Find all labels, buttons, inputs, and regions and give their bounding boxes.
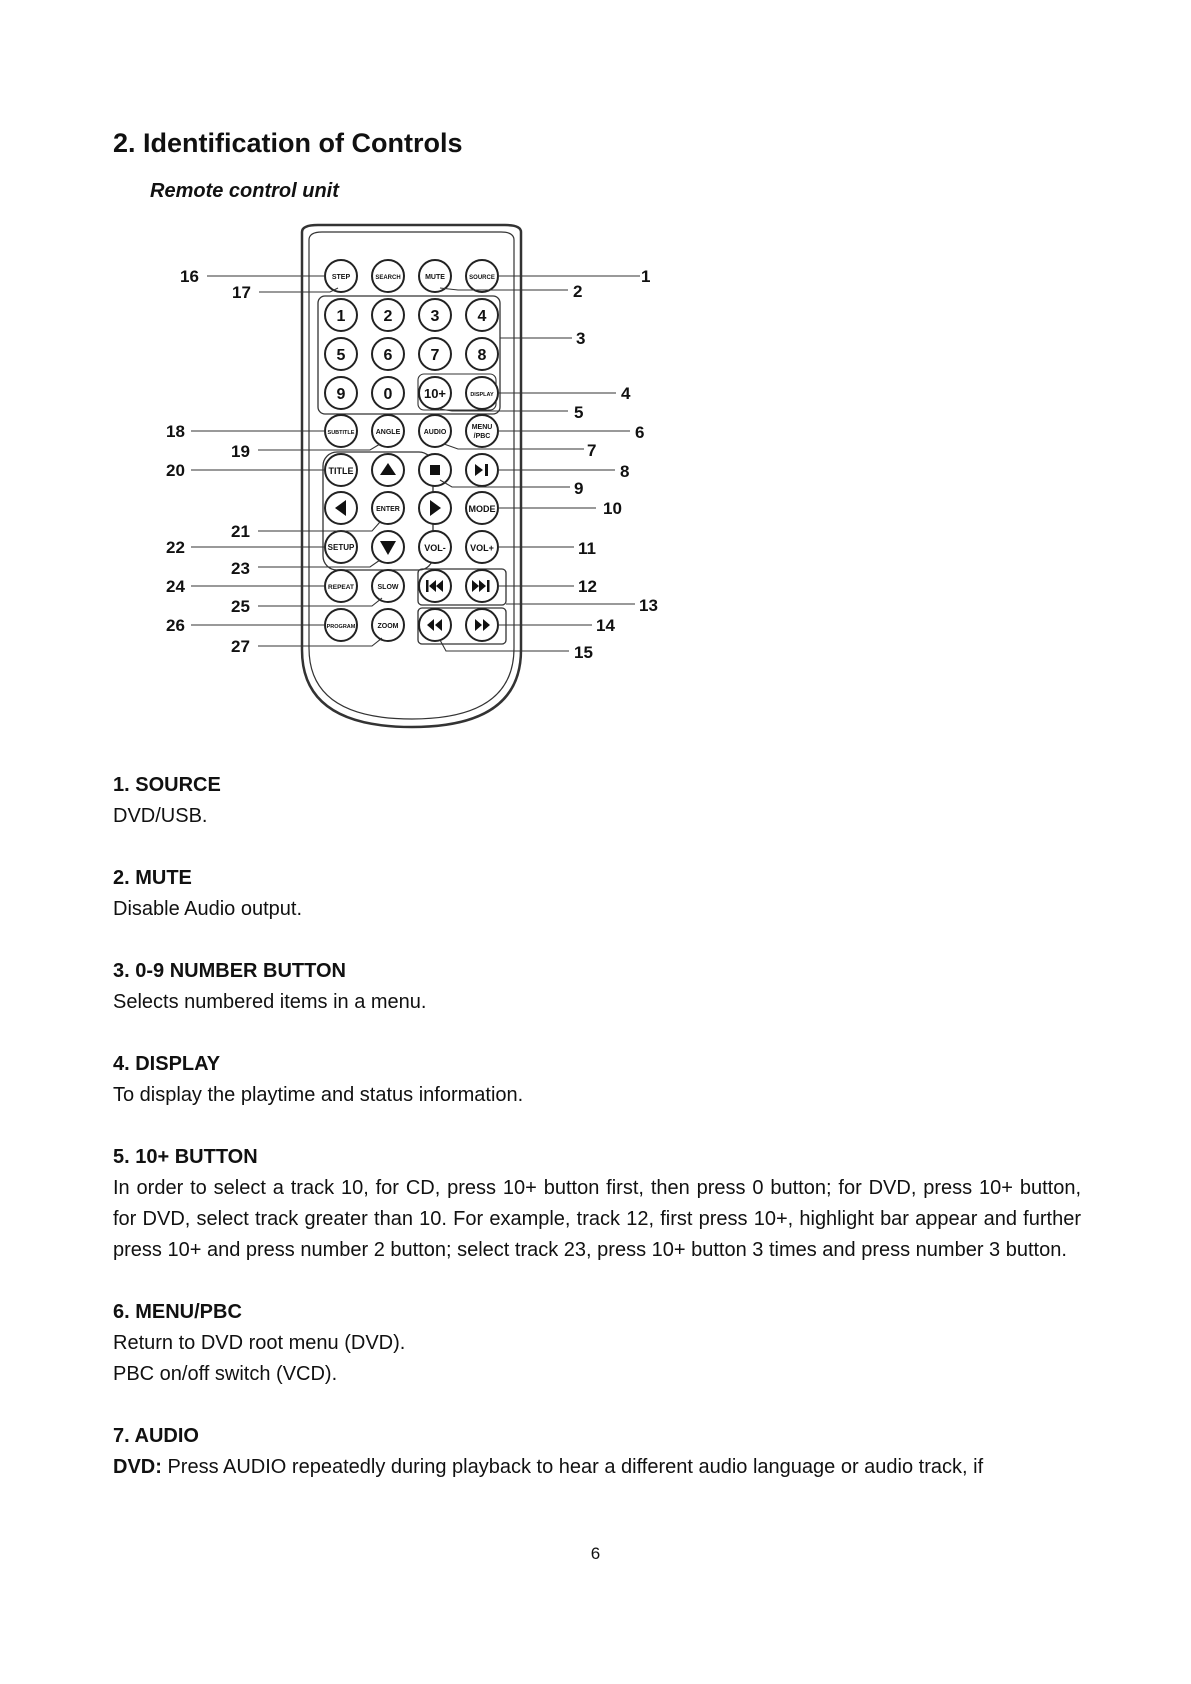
section-lead-text: Press AUDIO repeatedly during playback to hear a different audio language or audio track, if	[161, 1456, 984, 1478]
ten-plus-label: 10+	[423, 386, 447, 401]
section-lead: DVD:	[113, 1456, 162, 1478]
callout-13: 13	[639, 596, 658, 615]
vol-minus-label: VOL-	[424, 543, 446, 553]
section-mute	[113, 863, 1081, 925]
section-title: 6. MENU/PBC	[113, 1301, 242, 1323]
callout-11: 11	[578, 539, 596, 558]
section-text: To display the playtime and status information.	[113, 1084, 524, 1106]
section-number-button	[113, 956, 1081, 1018]
stop-icon	[430, 465, 440, 475]
callout-23: 23	[231, 559, 250, 578]
page-subheading: Remote control unit	[150, 180, 339, 202]
callout-20: 20	[166, 461, 185, 480]
callout-21: 21	[231, 522, 250, 541]
callout-1: 1	[641, 267, 651, 286]
callout-6: 6	[635, 423, 645, 442]
remote-control-diagram	[0, 0, 1191, 760]
menu-pbc-button[interactable]	[466, 415, 498, 447]
slow-label: SLOW	[377, 584, 399, 591]
section-title: 1. SOURCE	[113, 774, 221, 796]
section-title: 3. 0-9 NUMBER BUTTON	[113, 960, 346, 982]
section-text: PBC on/off switch (VCD).	[113, 1363, 338, 1385]
menu-label: MENU	[471, 424, 493, 431]
repeat-label: REPEAT	[328, 584, 354, 591]
section-source	[113, 770, 1081, 832]
section-ten-plus	[113, 1142, 1081, 1266]
number-2-label: 2	[383, 308, 393, 325]
section-audio	[113, 1421, 1081, 1483]
callout-5: 5	[574, 403, 584, 422]
mute-label: MUTE	[425, 274, 445, 281]
section-text: Return to DVD root menu (DVD).	[113, 1332, 406, 1354]
page-heading: 2. Identification of Controls	[113, 128, 463, 158]
callout-10: 10	[603, 499, 622, 518]
callout-26: 26	[166, 616, 185, 635]
callout-8: 8	[620, 462, 630, 481]
callout-2: 2	[573, 282, 583, 301]
section-text: DVD/USB.	[113, 805, 208, 827]
section-title: 2. MUTE	[113, 867, 192, 889]
number-5-label: 5	[336, 347, 346, 364]
vol-plus-label: VOL+	[470, 543, 494, 553]
source-label: SOURCE	[469, 275, 495, 281]
program-label: PROGRAM	[326, 624, 356, 630]
callout-19: 19	[231, 442, 250, 461]
section-title: 4. DISPLAY	[113, 1053, 221, 1075]
section-menu-pbc	[113, 1297, 1081, 1390]
subtitle-label: SUBTITLE	[327, 430, 355, 436]
setup-label: SETUP	[327, 543, 355, 552]
section-text: Selects numbered items in a menu.	[113, 991, 427, 1013]
section-title: 7. AUDIO	[113, 1425, 199, 1447]
step-label: STEP	[331, 274, 351, 281]
callout-24: 24	[166, 577, 185, 596]
enter-label: ENTER	[376, 506, 400, 513]
title-label: TITLE	[328, 466, 354, 476]
callout-18: 18	[166, 422, 185, 441]
number-0-label: 0	[383, 386, 393, 403]
zoom-label: ZOOM	[377, 623, 399, 630]
callout-14: 14	[596, 616, 615, 635]
callout-7: 7	[587, 441, 597, 460]
callout-16: 16	[180, 267, 199, 286]
number-3-label: 3	[430, 308, 440, 325]
callout-15: 15	[574, 643, 593, 662]
section-text: Disable Audio output.	[113, 898, 303, 920]
callout-4: 4	[621, 384, 631, 403]
section-display	[113, 1049, 1081, 1111]
callout-17: 17	[232, 283, 251, 302]
section-text: In order to select a track 10, for CD, press 10+ button first, then press 0 button; for DVD, press 10+ button, for DVD, select track greater than 10. For example, track 12, first press 10+, highlight bar appear and further press 10+ and press number 2 button; select track 23, press 10+ button 3 times and press number 3 button.	[113, 1177, 1081, 1261]
angle-label: ANGLE	[375, 429, 401, 436]
callout-25: 25	[231, 597, 250, 616]
section-text	[113, 1452, 1081, 1483]
callout-22: 22	[166, 538, 185, 557]
number-7-label: 7	[430, 347, 440, 364]
number-6-label: 6	[383, 347, 393, 364]
callout-9: 9	[574, 479, 584, 498]
number-9-label: 9	[336, 386, 346, 403]
callout-27: 27	[231, 637, 250, 656]
pbc-label: /PBC	[473, 433, 491, 440]
page-number: 6	[590, 1544, 601, 1563]
control-descriptions	[113, 770, 1081, 1514]
callout-3: 3	[576, 329, 586, 348]
audio-label: AUDIO	[423, 429, 447, 436]
section-title: 5. 10+ BUTTON	[113, 1146, 258, 1168]
mode-label: MODE	[468, 504, 496, 514]
display-label: DISPLAY	[470, 392, 494, 398]
number-8-label: 8	[477, 347, 487, 364]
number-1-label: 1	[336, 308, 346, 325]
number-4-label: 4	[477, 308, 487, 325]
callout-12: 12	[578, 577, 597, 596]
search-label: SEARCH	[375, 275, 401, 281]
